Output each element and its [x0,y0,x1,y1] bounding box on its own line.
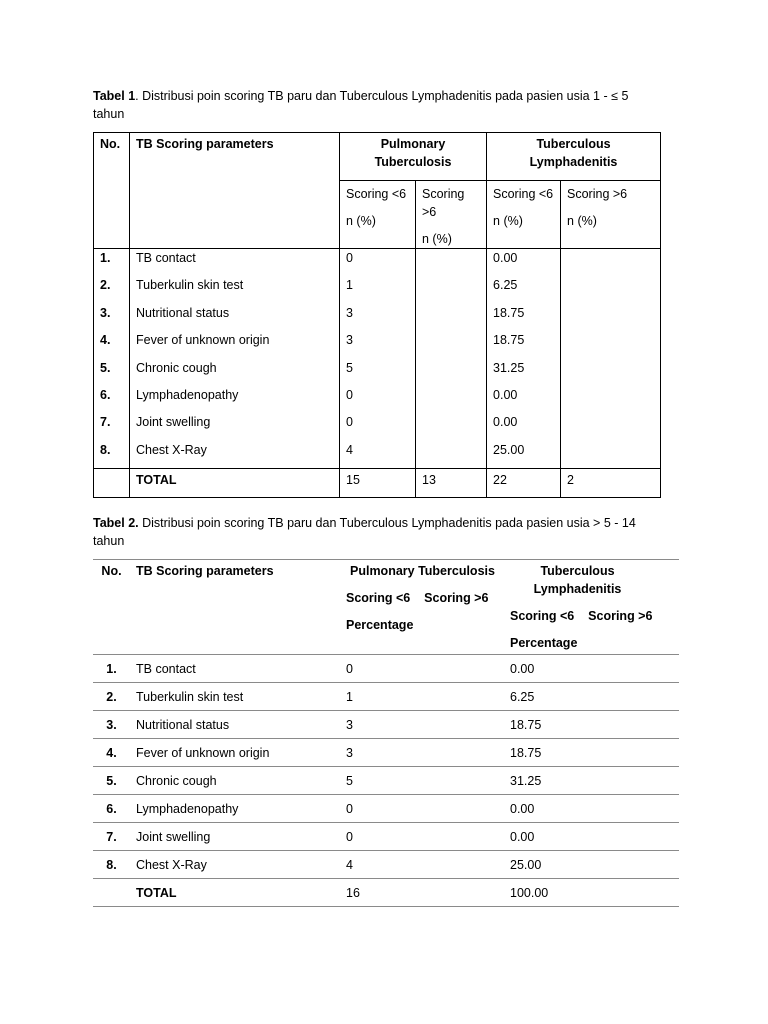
table-cell: 7. [100,415,111,430]
table-cell: 5. [100,360,111,375]
table-row [93,739,679,767]
table-cell: 8. [93,851,130,879]
table-cell: 8. [100,442,111,457]
table-row [93,683,679,711]
unit-label: Percentage [346,618,414,632]
table-cell: Fever of unknown origin [130,739,340,767]
table-cell: 1. [93,655,130,683]
table-cell: 3 [346,305,353,320]
table-cell: 25.00 [504,851,679,879]
table1-subheader-pul-lt6 [340,181,416,249]
table1-subheader-lym-gt6 [561,181,661,249]
table1-header-pulmonary: Pulmonary Tuberculosis [340,133,487,181]
table1-col-pul-gt6 [416,249,487,469]
table-cell: 1. [100,251,111,265]
table1-col-no [94,249,130,469]
table1-col-param [130,249,340,469]
table-row [93,851,679,879]
table-cell: Nutritional status [136,305,230,320]
table1-total-row [94,469,661,498]
table-cell: Chronic cough [130,767,340,795]
table-cell: 0 [340,655,504,683]
table-cell: Joint swelling [130,823,340,851]
table2-header-lymph: Tuberculous Lymphadenitis [533,564,622,596]
unit-label: n (%) [422,232,452,246]
table-cell: 0.00 [493,387,518,402]
table-cell: 6.25 [504,683,679,711]
table-cell: 5. [93,767,130,795]
table1-header-no: No. [94,133,130,249]
unit-label: n (%) [567,214,597,228]
table-cell: 18.75 [504,711,679,739]
table-cell: Chest X-Ray [136,442,207,457]
table-cell [94,469,130,498]
table-row [93,795,679,823]
unit-label: n (%) [493,214,523,228]
table-cell: Tuberkulin skin test [130,683,340,711]
table-cell: 0.00 [504,823,679,851]
table-row [93,655,679,683]
table-cell: 4. [100,333,111,348]
table-cell: 31.25 [493,360,525,375]
table-cell: 18.75 [493,305,525,320]
table-cell: 0 [346,251,353,265]
table-cell: 100.00 [504,879,679,907]
scoring-label: Scoring <6 [510,609,575,623]
table2-header-no: No. [93,560,130,655]
table1-header-lymph: Tuberculous Lymphadenitis [487,133,661,181]
table-cell: Lymphadenopathy [130,795,340,823]
table-cell: 18.75 [504,739,679,767]
table-cell: 15 [340,469,416,498]
table1-col-pul-lt6 [340,249,416,469]
table-cell: 1 [346,278,353,293]
table1-subheader-lym-lt6 [487,181,561,249]
table2-total-label: TOTAL [130,879,340,907]
table2-total-row [93,879,679,907]
table-cell: 3. [93,711,130,739]
table-cell: 5 [346,360,353,375]
table-row [93,767,679,795]
scoring-label: Scoring >6 [424,591,489,605]
table2-subheader-lym [510,607,673,625]
table-cell: 6. [93,795,130,823]
table1 [93,132,661,498]
table2-header-pulmonary-group [340,560,504,655]
table-cell: 3. [100,305,111,320]
table-cell: 0.00 [493,251,518,265]
unit-label: n (%) [346,214,376,228]
table-cell: 2. [93,683,130,711]
unit-label: Percentage [510,636,578,650]
table1-subheader-pul-gt6 [416,181,487,249]
table-cell: 0 [340,795,504,823]
table-row [93,711,679,739]
table-cell: 6. [100,387,111,402]
table2 [93,559,679,907]
table1-caption-label: Tabel 1 [93,89,136,103]
table-cell: Tuberkulin skin test [136,278,244,293]
scoring-label: Scoring >6 [567,187,628,201]
table-cell: 2. [100,278,111,293]
table-cell: 18.75 [493,333,525,348]
table-cell: 1 [340,683,504,711]
table-cell: Joint swelling [136,415,211,430]
scoring-label: Scoring <6 [346,187,407,201]
table-cell: 4. [93,739,130,767]
table-cell: 5 [340,767,504,795]
table1-caption-text: . Distribusi poin scoring TB paru dan Tuberculous Lymphadenitis pada pasien usia 1 - ≤ 5 tahun [93,89,629,121]
table1-caption [93,87,663,123]
table-cell: 3 [346,333,353,348]
table-cell: 0 [346,387,353,402]
table1-header-param: TB Scoring parameters [130,133,340,249]
table1-col-lym-lt6 [487,249,561,469]
table-cell: Lymphadenopathy [136,387,239,402]
table-cell: 4 [346,442,353,457]
table-cell [93,879,130,907]
table-cell: 3 [340,711,504,739]
table-cell: 13 [416,469,487,498]
table-cell: 2 [561,469,661,498]
table-cell: 4 [340,851,504,879]
table2-caption [93,514,663,550]
table2-header-param: TB Scoring parameters [130,560,340,655]
table-cell: Chronic cough [136,360,217,375]
table2-subheader-pul [346,589,498,607]
table2-header-lymph-group [504,560,679,655]
table-cell: 3 [340,739,504,767]
table-cell: 22 [487,469,561,498]
table-cell: 0 [340,823,504,851]
table-row [93,823,679,851]
table2-header-pulmonary: Pulmonary Tuberculosis [350,564,495,578]
table-cell: 0.00 [504,655,679,683]
table1-total-label: TOTAL [130,469,340,498]
table-cell: 7. [93,823,130,851]
table-cell: 0.00 [504,795,679,823]
table2-caption-label: Tabel 2. [93,516,139,530]
table-cell: TB contact [130,655,340,683]
table1-col-lym-gt6 [561,249,661,469]
table-cell: 0 [346,415,353,430]
table-cell: Chest X-Ray [130,851,340,879]
scoring-label: Scoring >6 [588,609,653,623]
table-cell: TB contact [136,251,196,265]
scoring-label: Scoring <6 [346,591,411,605]
table-cell: Nutritional status [130,711,340,739]
table-cell: 25.00 [493,442,525,457]
scoring-label: Scoring <6 [493,187,554,201]
table-cell: 6.25 [493,278,518,293]
table2-caption-text: Distribusi poin scoring TB paru dan Tuberculous Lymphadenitis pada pasien usia > 5 - 14 tahun [93,516,636,548]
table-cell: 31.25 [504,767,679,795]
table-cell: Fever of unknown origin [136,333,270,348]
scoring-label: Scoring >6 [422,187,465,219]
table-cell: 0.00 [493,415,518,430]
table-cell: 16 [340,879,504,907]
